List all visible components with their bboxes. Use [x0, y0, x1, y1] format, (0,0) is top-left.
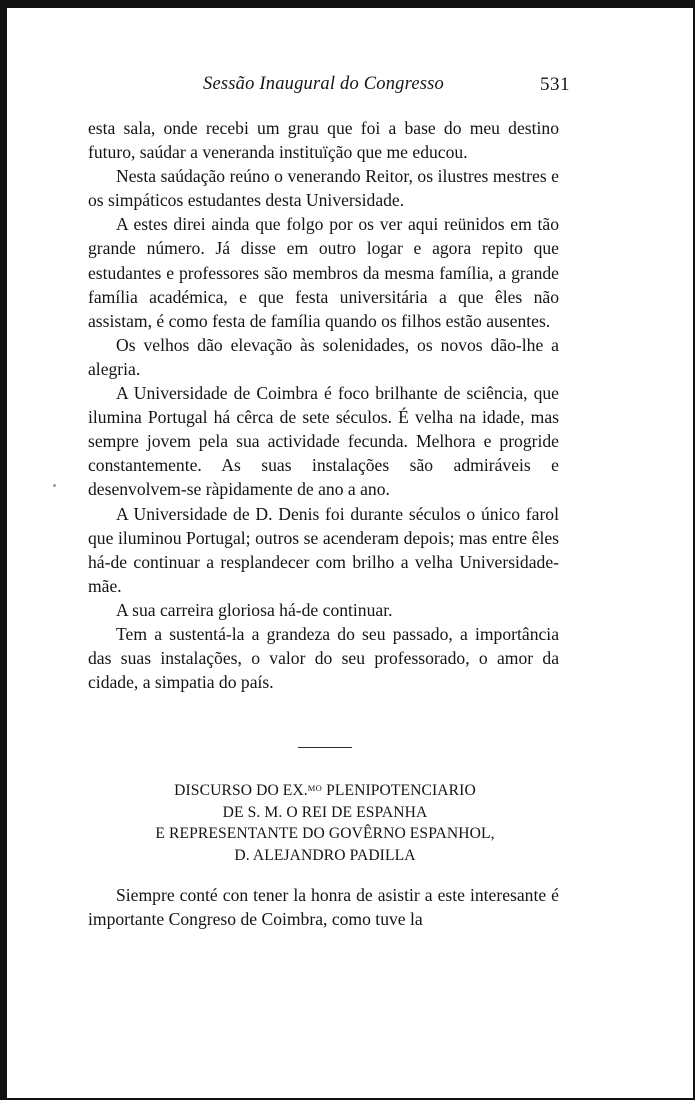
heading-line1-text: DISCURSO DO EX.	[174, 782, 308, 799]
running-header	[88, 74, 570, 100]
paragraph: Siempre conté con tener la honra de asistir a este interesante é importante Congreso de Coimbra, como tuve la	[88, 885, 559, 930]
heading-superscript: MO	[307, 783, 323, 793]
paragraph: A estes direi ainda que folgo por os ver aqui reünidos em tão grande número. Já disse em outro logar e agora repito que estudantes e professores são membros da mesma família, a grande família académica, e que festa universitária a que êles não assistam, é como festa de família quando os filhos estão ausentes.	[88, 214, 559, 331]
heading-line: D. ALEJANDRO PADILLA	[234, 846, 416, 864]
paragraph: Nesta saúdação reúno o venerando Reitor, os ilustres mestres e os simpáticos estudantes desta Universidade.	[88, 166, 559, 211]
paper-speck	[53, 484, 56, 487]
heading-line1-rest: PLENIPOTENCIARIO	[322, 782, 476, 799]
running-title: Sessão Inaugural do Congresso	[203, 74, 444, 94]
heading-line: E REPRESENTANTE DO GOVÊRNO ESPANHOL,	[155, 825, 495, 842]
section-divider-rule	[298, 747, 352, 748]
paragraph: A Universidade de Coimbra é foco brilhante de sciência, que ilumina Portugal há cêrca de sete séculos. É velha na idade, mas sempre jovem pela sua actividade fecunda. Melhora e progride constantemente. As suas instalações são admiráveis e desenvolvem-se ràpidamente de ano a ano.	[88, 383, 559, 500]
paragraph: Os velhos dão elevação às solenidades, os novos dão-lhe a alegria.	[88, 334, 559, 379]
paragraph: A Universidade de D. Denis foi durante séculos o único farol que iluminou Portugal; outros se acenderam depois; mas entre êles há-de continuar a resplandecer com brilho a velha Universidade-mãe.	[88, 503, 559, 596]
paragraph-continuation: esta sala, onde recebi um grau que foi a base do meu destino futuro, saúdar a veneranda instituïção que me educou.	[88, 118, 559, 163]
paragraph: A sua carreira gloriosa há-de continuar.	[116, 599, 393, 620]
heading-line	[88, 778, 562, 802]
page-number: 531	[540, 74, 570, 95]
speech-text	[88, 883, 559, 931]
heading-line: DE S. M. O REI DE ESPANHA	[222, 803, 428, 821]
paragraph: Tem a sustentá-la a grandeza do seu passado, a importância das suas instalações, o valor do seu professorado, o amor da cidade, a simpatia do país.	[88, 623, 559, 693]
speech-heading	[88, 778, 562, 866]
main-text	[88, 116, 559, 694]
